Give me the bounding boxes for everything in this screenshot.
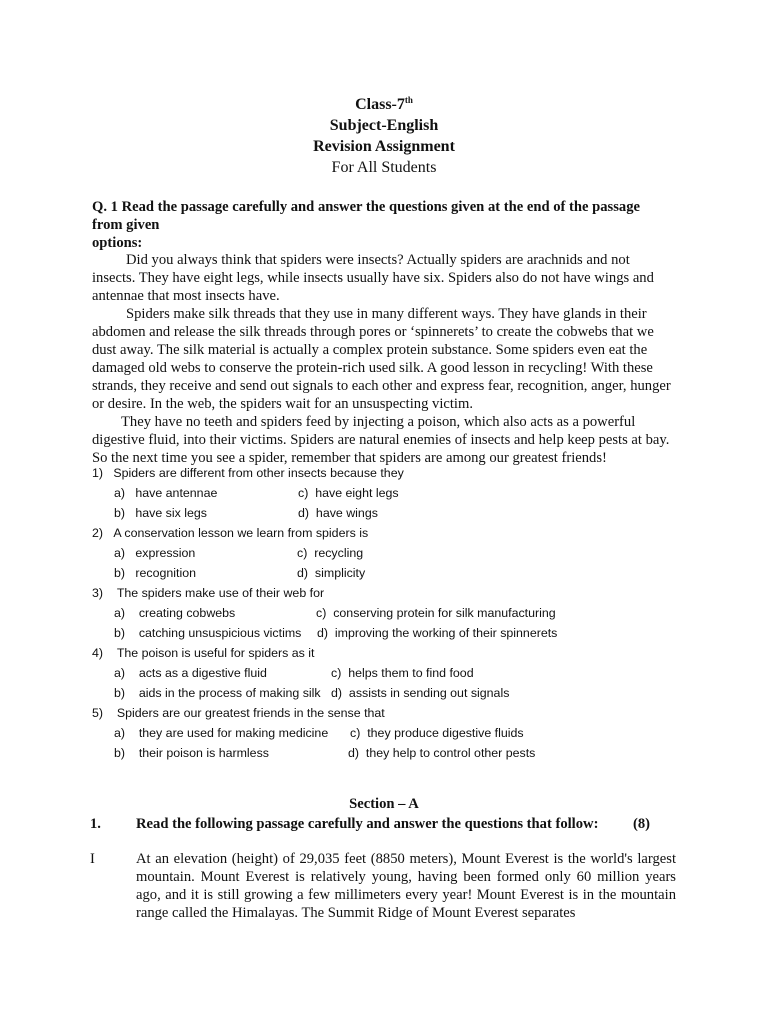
question-5	[92, 705, 385, 721]
option-2d: d) simplicity	[297, 566, 366, 580]
assignment-heading: Revision Assignment	[313, 138, 455, 155]
option-5a: a) they are used for making medicine	[114, 726, 329, 740]
question-2	[92, 525, 368, 541]
passage-roman-numeral: I	[90, 851, 95, 867]
class-label: Class-7	[355, 96, 405, 113]
option-4d: d) assists in sending out signals	[331, 686, 510, 700]
q1-heading-line3: options:	[92, 235, 143, 251]
passage-paragraph-3: They have no teeth and spiders feed by injecting a poison, which also acts as a powerful digestive fluid, into their victims. Spiders are natural enemies of insects and help keep pests at bay. So the next time you see a spider, remember that spiders are among our greatest friends!	[92, 414, 670, 466]
option-3c: c) conserving protein for silk manufacturing	[316, 606, 556, 620]
question-text: A conservation lesson we learn from spiders is	[113, 526, 369, 540]
option-5c: c) they produce digestive fluids	[350, 726, 524, 740]
option-2b: b) recognition	[114, 566, 196, 580]
passage-paragraph-2: Spiders make silk threads that they use in many different ways. They have glands in their abdomen and release the silk threads through pores or ‘spinnerets’ to create the cobwebs that we dust away. The silk material is actually a complex protein substance. Some spiders even eat the damaged old webs to conserve the protein-rich used silk. A good lesson in recycling! With these strands, they receive and send out signals to each other and express fear, recognition, anger, hunger or desire. In the web, the spiders wait for an unsuspecting victim.	[92, 306, 671, 412]
question-number: 2)	[92, 526, 104, 540]
option-4a: a) acts as a digestive fluid	[114, 666, 267, 680]
option-3d: d) improving the working of their spinnerets	[317, 626, 558, 640]
section-a-title: Section – A	[349, 796, 419, 812]
option-3a: a) creating cobwebs	[114, 606, 236, 620]
option-1b: b) have six legs	[114, 506, 207, 520]
question-1	[92, 465, 404, 481]
option-2a: a) expression	[114, 546, 196, 560]
everest-passage: At an elevation (height) of 29,035 feet (8850 meters), Mount Everest is the world's largest mountain. Mount Everest is relatively young, having been formed only 60 million years ago, and it is still growing a few millimeters every year! Mount Everest is in the mountain range called the Himalayas. The Summit Ridge of Mount Everest separates	[136, 851, 676, 921]
q1-passage	[92, 251, 672, 467]
section-a-marks: (8)	[633, 816, 651, 832]
question-number: 3)	[92, 586, 104, 600]
question-number: 1)	[92, 466, 104, 480]
option-5b: b) their poison is harmless	[114, 746, 269, 760]
option-5d: d) they help to control other pests	[348, 746, 536, 760]
q1-heading-line1: Q. 1 Read the passage carefully and answer the questions given at the end of the passage	[92, 199, 640, 215]
option-3b: b) catching unsuspicious victims	[114, 626, 302, 640]
option-1a: a) have antennae	[114, 486, 218, 500]
question-number: 5)	[92, 706, 104, 720]
option-4b: b) aids in the process of making silk	[114, 686, 321, 700]
question-3	[92, 585, 324, 601]
question-4	[92, 645, 314, 661]
audience-heading: For All Students	[331, 159, 437, 176]
option-2c: c) recycling	[297, 546, 364, 560]
class-superscript: th	[404, 95, 413, 105]
q1-heading-line2: from given	[92, 217, 160, 233]
question-number: 4)	[92, 646, 104, 660]
class-heading	[0, 95, 768, 115]
option-4c: c) helps them to find food	[331, 666, 474, 680]
section-a-question-number: 1.	[90, 816, 101, 832]
question-text: Spiders are our greatest friends in the sense that	[116, 706, 385, 720]
subject-heading: Subject-English	[329, 117, 439, 134]
option-1c: c) have eight legs	[298, 486, 399, 500]
question-text: The poison is useful for spiders as it	[116, 646, 315, 660]
question-text: Spiders are different from other insects because they	[113, 466, 404, 480]
option-1d: d) have wings	[298, 506, 378, 520]
question-text: The spiders make use of their web for	[116, 586, 325, 600]
passage-paragraph-1: Did you always think that spiders were insects? Actually spiders are arachnids and not insects. They have eight legs, while insects usually have six. Spiders also do not have wings and antennae that most insects have.	[92, 252, 654, 304]
section-a-question-text: Read the following passage carefully and answer the questions that follow:	[136, 816, 599, 832]
